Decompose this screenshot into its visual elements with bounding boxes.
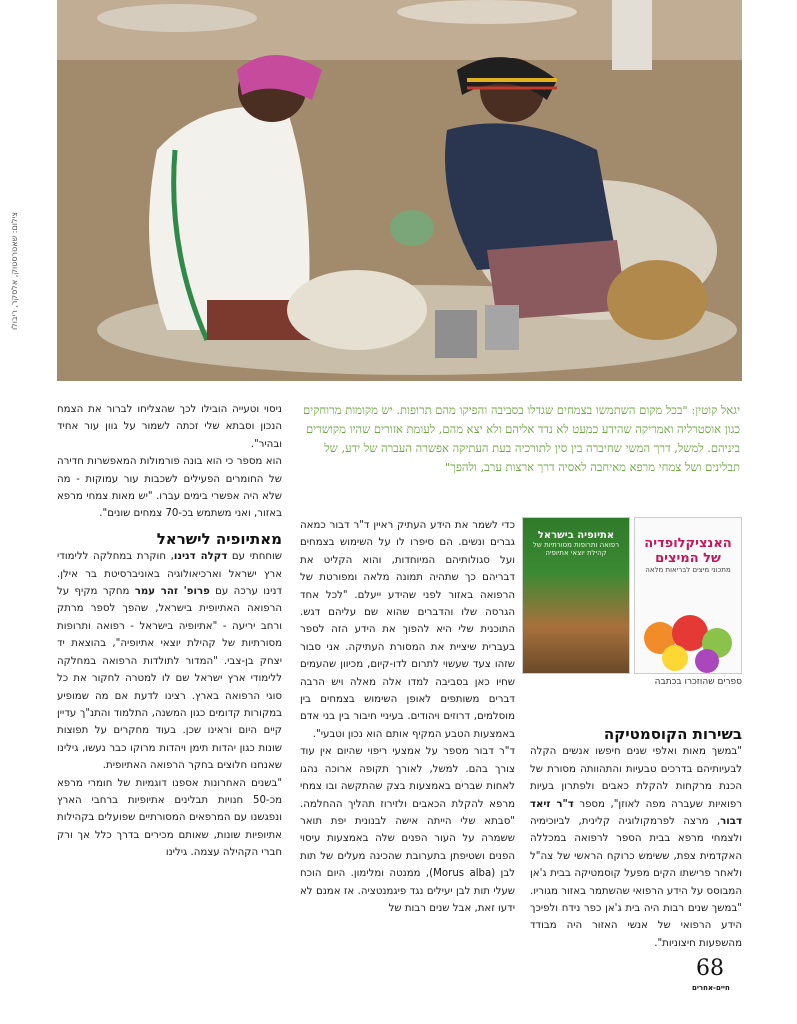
section-heading-cosmetics: בשירות הקוסמטיקה [603, 725, 742, 743]
paragraph: "בשנים האחרונות אספנו דוגמיות של חומרי מרפא מכ-50 חנויות תבלינים אתיופיות ברחבי הארץ ונפגשנו עם המרפאים המסורתיים שפועלים בקהילות אתיופיות שונות, שאותם מכירים בדרך כלל אך ורק חברי הקהילה עצמה. גילינו [57, 777, 282, 859]
text: מחקר מקיף על הרפואה האתיופית בישראל, שהפך לספר מרתק ורחב יריעה - "אתיופיה בישראל - רפואה ותרופות מסורתיות של קהילת יוצאי אתיופיה", בהוצאת יד יצחק בן-צבי. "המדור לתולדות הרפואה במחלקה ללימודי ארץ ישראל שם לו למטרה לחקור את כל סוגי הרפואה בארץ. רצינו לדעת אם מה שמופיע במקורות קדומים כגון המשנה, התלמוד והתנ"ך עדיין קיים היום וראינו שכן. בעוד מחקרים על תפוצות שונות כגון יהדות תימן ויהדות מרוקו כבר נעשו, גילינו שאנחנו חלוצים בחקר הרפואה האתיופית. [57, 586, 282, 772]
magazine-footer: חיים-אחרים [692, 984, 730, 992]
book-covers [522, 517, 742, 672]
book-title: האנציקלופדיה של המיצים [644, 536, 732, 566]
fruit-illustration [635, 593, 741, 673]
text: "במשך מאות ואלפי שנים חיפשו אנשים הקלה לבעיותיהם בדרכים טבעיות והתהוותה מסורת של הכנת מרקחות להקלת כאבים ולפתרון בעיות רפואיות שעברה מפה לאוזן", מספר [530, 746, 742, 810]
person-name: פרופ' זהר עמר [134, 586, 210, 598]
photo-illustration [57, 0, 742, 381]
hero-photo [57, 0, 742, 381]
book-cover-ethiopia [522, 517, 630, 674]
page-number: 68 [696, 956, 724, 981]
column-right [530, 726, 742, 952]
paragraph: ד"ר דבור מספר על אמצעי ריפוי שהיום אין עוד צורך בהם. למשל, לאורך תקופה ארוכה נהגו לאחות שברים באמצעות בצק שהתקשה ובו צמחי מרפא להקלת הכאבים ולזירוז תהליך ההחלמה. "סבתא שלי הייתה אישה לבנונית יפת תואר ששמרה על העור הפנים שלה באמצעות עיסוי הפנים ושטיפתן בתערובת שהכינה מעלים של תות לבן (Morus alba), ממנטה ומלימון. היום הוכח שעלי תות לבן יעילים נגד פיגמנטציה. אז אמנם לא ידעו זאת, אבל שנים רבות של [300, 746, 515, 914]
paragraph: ניסוי וטעייה הובילו לכך שהצליחו לברור את הצמח הנכון וסבתא שלי זכתה לשמור על גוון עור אחיד ובהיר". [57, 404, 282, 450]
person-name: דקלה דנינו [173, 551, 228, 563]
book-subtitle: רפואה ותרופות מסורתיות של קהילת יוצאי אתיופיה [532, 541, 620, 557]
paragraph [530, 743, 742, 952]
column-left [57, 401, 282, 862]
pull-quote: יגאל קוטין: "בכל מקום השתמשו בצמחים שגדלו בסביבה והפיקו מהם תרופות. יש מקומות מרוחקים כגון אוסטרליה ואמריקה שהידע כמעט לא נדד אליהם ולא יצא מהם, לעומת אזורים שהיו מקושרים ביניהם. למשל, דרך המשי שחיברה בין סין לתורכיה בעת העתיקה אפשרה העברה של ידע, של תבלינים ושל צמחי מרפא מאיחבה לאסיה דרך ארצות ערב, ולהפך" [303, 403, 740, 474]
section-heading-ethiopia: מאתיופיה לישראל [156, 529, 282, 548]
books-caption: ספרים שהוזכרו בכתבה [654, 677, 742, 687]
text: , מרצה לפרמקולוגיה קלינית, לביוכימיה ולצמחי מרפא בבית הספר לרפואה במכללה האקדמית צפת, ששימש כרוקח הראשי של צה"ל ולאחר פרישתו הקים מפעל קוסמטיקה בבית ג'אן המבוסס על הידע הרפואי שהשתמר באזור מגוריו. "במשך שנים רבות היה בית ג'אן כפר נידח ולפיכך הידע הרפואי של אנשי האזור היה מבודד מהשפעות חיצוניות". [530, 816, 742, 949]
photo-credit: צילום: שאטרסטוק, אלסקר, ריבולו [10, 211, 19, 330]
text: , חוקרת במחלקה ללימודי ארץ ישראל וארכיאולוגיה באוניברסיטת בר אילן. דנינו ערכה עם [57, 551, 282, 598]
paragraph [57, 548, 282, 774]
column-middle [300, 517, 515, 917]
person-name: ד"ר זיאד דבור [530, 798, 742, 828]
paragraph: כדי לשמר את הידע העתיק ראיין ד"ר דבור כמאה גברים ונשים. הם סיפרו לו על השימוש בצמחים ועל סגולותיהם המיוחדות, והוא הקליט את דבריהם כך שתהיה תמונה מלאה ומפורטת של הרפואה באזור לפני שהידע ייעלם. "לכל אחד הגרסה שלו והדברים שהוא שם עליהם דגש. התוכנית שלי היא להפוך את הידע הזה לספר בעברית שיציית את המסורת העתיקה. אני סבור שזהו צעד שעשוי לתרום לדו-קיום, מכיוון שהעמים שחיו כאן בסביבה למדו אלה מאלה ויש הרבה דברים משותפים לאופן השימוש בצמחים בין מוסלמים, דרוזים ויהודים. בעיניי חיבור בין בני אדם באמצעות הטבע המקיף אותם הוא נכון וטבעי". [300, 520, 515, 740]
book-cover-juice [634, 517, 742, 674]
text: שוחחתי עם [231, 551, 283, 563]
book-subtitle: מתכוני מיצים לבריאות מלאה [645, 566, 731, 574]
paragraph: הוא מספר כי הוא בונה פורמולות המאפשרות חדירה של החומרים הפעילים לשכבות עור עמוקות - מה שלא היה אפשרי בימים עברו. "יש מאות צמחי מרפא באזור, ואני משתמש בכ-70 צמחים שונים". [57, 456, 282, 520]
book-title: אתיופיה בישראל [537, 530, 615, 541]
